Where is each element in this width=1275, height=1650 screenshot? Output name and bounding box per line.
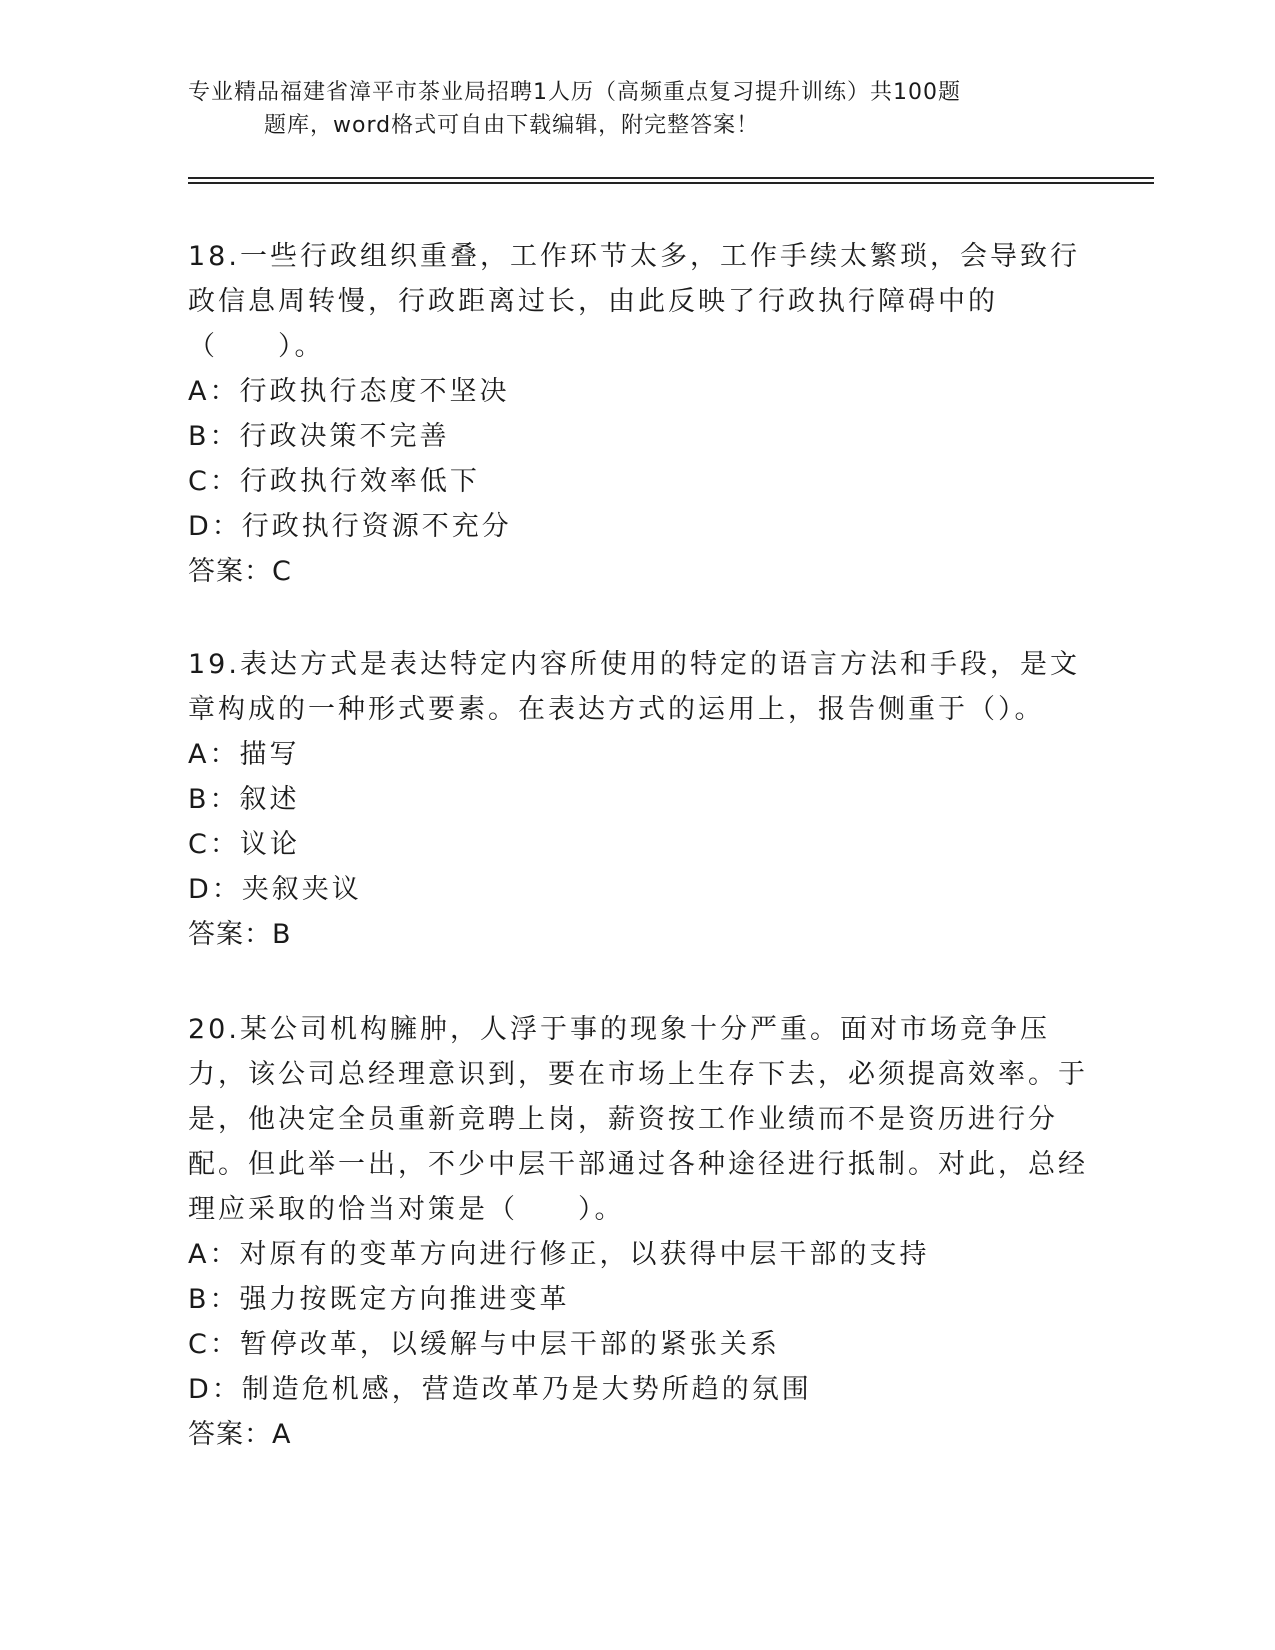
option-a: A：行政执行态度不坚决	[188, 376, 510, 407]
option-c: C：暂停改革，以缓解与中层干部的紧张关系	[188, 1329, 780, 1360]
question-stem: 20.某公司机构臃肿，人浮于事的现象十分严重。面对市场竞争压力，该公司总经理意识到，要在市场上生存下去，必须提高效率。于是，他决定全员重新竞聘上岗，薪资按工作业绩而不是资历进行分配。但此举一出，不少中层干部通过各种途径进行抵制。对此，总经理应采取的恰当对策是（ ）。	[188, 1014, 1088, 1225]
header-divider-top	[188, 177, 1154, 179]
option-d: D：行政执行资源不充分	[188, 511, 512, 542]
option-d: D：制造危机感，营造改革乃是大势所趋的氛围	[188, 1374, 812, 1405]
option-c: C：行政执行效率低下	[188, 466, 480, 497]
question-18	[188, 234, 1088, 594]
option-d: D：夹叙夹议	[188, 874, 362, 905]
option-a: A：对原有的变革方向进行修正，以获得中层干部的支持	[188, 1239, 930, 1270]
document-header	[188, 76, 1068, 142]
answer: 答案：C	[188, 556, 292, 587]
option-a: A：描写	[188, 739, 300, 770]
answer: 答案：A	[188, 1419, 292, 1450]
header-title-line2: 题库，word格式可自由下载编辑，附完整答案！	[264, 113, 760, 138]
option-b: B：行政决策不完善	[188, 421, 450, 452]
question-19	[188, 642, 1088, 957]
header-divider-bottom	[188, 182, 1154, 184]
header-title-line1: 专业精品福建省漳平市茶业局招聘1人历（高频重点复习提升训练）共100题	[188, 80, 961, 105]
answer: 答案：B	[188, 919, 292, 950]
question-20	[188, 1007, 1088, 1457]
question-stem: 19.表达方式是表达特定内容所使用的特定的语言方法和手段，是文章构成的一种形式要素。在表达方式的运用上，报告侧重于（）。	[188, 649, 1080, 725]
option-b: B：叙述	[188, 784, 300, 815]
option-c: C：议论	[188, 829, 300, 860]
question-stem: 18.一些行政组织重叠，工作环节太多，工作手续太繁琐，会导致行政信息周转慢，行政距离过长，由此反映了行政执行障碍中的（ ）。	[188, 241, 1080, 362]
option-b: B：强力按既定方向推进变革	[188, 1284, 570, 1315]
